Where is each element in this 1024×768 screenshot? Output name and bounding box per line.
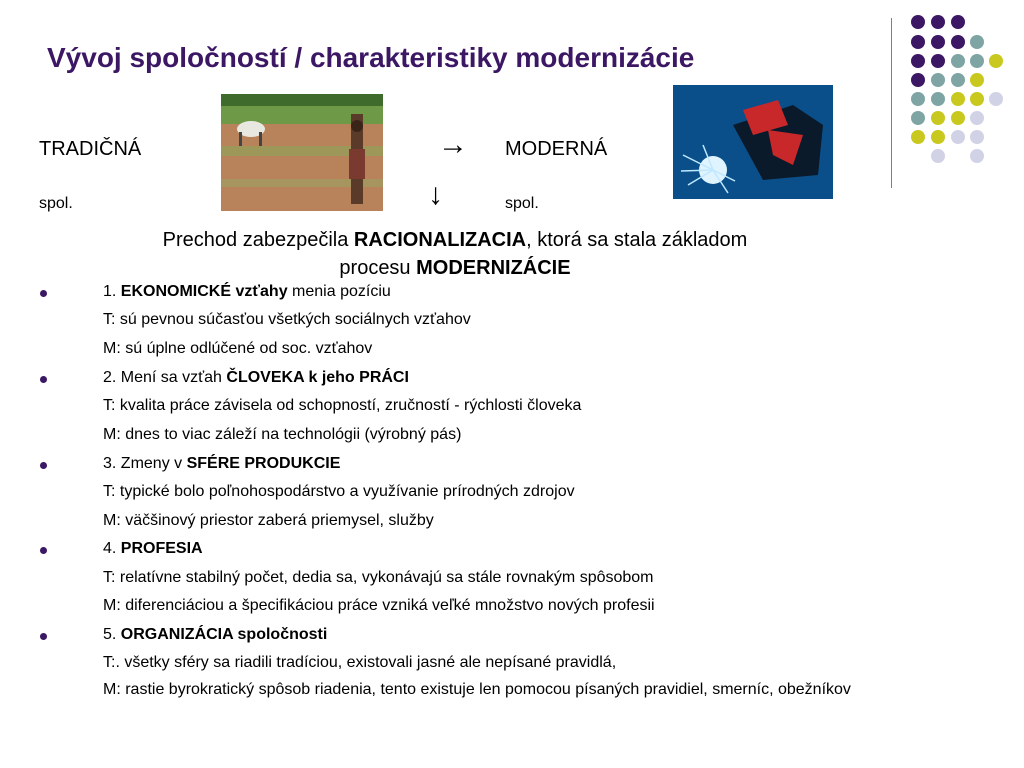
list-item-traditional: T: sú pevnou súčasťou všetkých sociálnych vzťahov xyxy=(103,311,471,328)
list-item-heading: 5. ORGANIZÁCIA spoločnosti xyxy=(103,626,328,643)
decorative-dot xyxy=(970,111,984,125)
bullet-icon xyxy=(40,376,47,383)
decorative-dot xyxy=(951,54,965,68)
traditional-label: TRADIČNÁ xyxy=(39,138,142,160)
list-item-traditional: T:. všetky sféry sa riadili tradíciou, existovali jasné ale nepísané pravidlá, xyxy=(103,654,617,671)
decorative-dot xyxy=(911,92,925,106)
decorative-dot xyxy=(931,73,945,87)
decorative-dot xyxy=(970,92,984,106)
right-arrow-icon: → xyxy=(438,128,468,161)
decorative-dot xyxy=(931,35,945,49)
decorative-dot xyxy=(989,92,1003,106)
decorative-dot xyxy=(911,111,925,125)
decorative-dot xyxy=(970,73,984,87)
decorative-dot xyxy=(931,15,945,29)
decorative-dot xyxy=(951,73,965,87)
decorative-dot xyxy=(951,15,965,29)
list-item-traditional: T: typické bolo poľnohospodárstvo a využívanie prírodných zdrojov xyxy=(103,483,575,500)
list-item-heading: 3. Zmeny v SFÉRE PRODUKCIE xyxy=(103,455,341,472)
transition-line-1: Prechod zabezpečila RACIONALIZACIA, ktorá sa stala základom xyxy=(162,229,748,251)
decorative-dot xyxy=(951,92,965,106)
list-item-heading: 1. EKONOMICKÉ vzťahy menia pozíciu xyxy=(103,283,391,300)
list-item-modern: M: rastie byrokratický spôsob riadenia, tento existuje len pomocou písaných pravidiel, smerníc, obežníkov xyxy=(103,681,851,698)
list-item-modern: M: väčšinový priestor zaberá priemysel, služby xyxy=(103,512,434,529)
decorative-dot xyxy=(931,111,945,125)
bullet-icon xyxy=(40,290,47,297)
decorative-dot xyxy=(989,54,1003,68)
list-item-traditional: T: kvalita práce závisela od schopností, zručností - rýchlosti človeka xyxy=(103,397,582,414)
bullet-icon xyxy=(40,633,47,640)
decorative-dot xyxy=(970,149,984,163)
traditional-sub-label: spol. xyxy=(39,195,73,212)
modern-sub-label: spol. xyxy=(505,195,539,212)
decorative-dot xyxy=(931,92,945,106)
decorative-dot xyxy=(951,111,965,125)
bullet-icon xyxy=(40,462,47,469)
down-arrow-icon: ↓ xyxy=(428,178,443,211)
decorative-dot xyxy=(951,35,965,49)
decorative-dot xyxy=(951,130,965,144)
divider-line xyxy=(891,18,892,188)
decorative-dot xyxy=(911,73,925,87)
list-item-traditional: T: relatívne stabilný počet, dedia sa, vykonávajú sa stále rovnakým spôsobom xyxy=(103,569,654,586)
decorative-dot xyxy=(911,130,925,144)
decorative-dot-grid xyxy=(0,0,1024,200)
bullet-icon xyxy=(40,547,47,554)
decorative-dot xyxy=(931,149,945,163)
decorative-dot xyxy=(931,130,945,144)
list-item-modern: M: diferenciáciou a špecifikáciou práce vzniká veľké množstvo nových profesii xyxy=(103,597,655,614)
transition-statement xyxy=(110,226,800,282)
decorative-dot xyxy=(970,35,984,49)
decorative-dot xyxy=(911,54,925,68)
decorative-dot xyxy=(970,130,984,144)
transition-line-2: procesu MODERNIZÁCIE xyxy=(339,257,571,279)
traditional-society-photo xyxy=(221,94,383,211)
modern-society-welder-image xyxy=(673,85,833,199)
decorative-dot xyxy=(931,54,945,68)
decorative-dot xyxy=(911,15,925,29)
modern-label: MODERNÁ xyxy=(505,138,608,160)
list-item-modern: M: dnes to viac záleží na technológii (výrobný pás) xyxy=(103,426,462,443)
decorative-dot xyxy=(970,54,984,68)
list-item-heading: 4. PROFESIA xyxy=(103,540,203,557)
page-title: Vývoj spoločností / charakteristiky modernizácie xyxy=(47,42,695,73)
decorative-dot xyxy=(911,35,925,49)
list-item-heading: 2. Mení sa vzťah ČLOVEKA k jeho PRÁCI xyxy=(103,369,409,386)
list-item-modern: M: sú úplne odlúčené od soc. vzťahov xyxy=(103,340,373,357)
